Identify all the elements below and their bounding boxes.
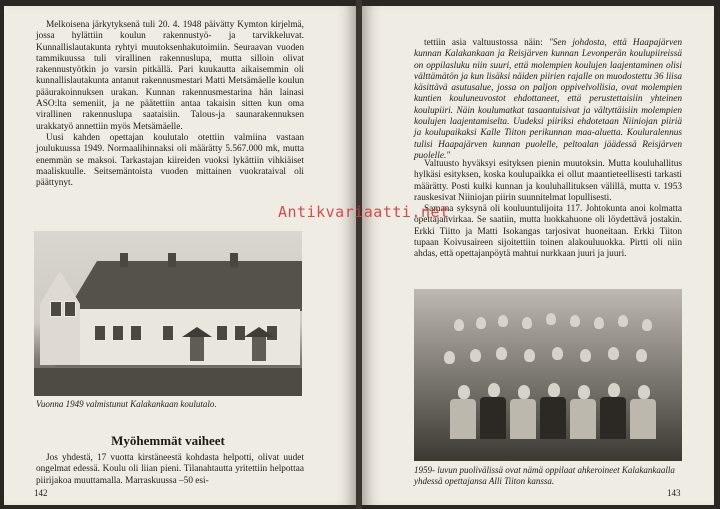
face: [522, 317, 532, 329]
face: [458, 385, 470, 399]
right-page: [362, 6, 714, 505]
face: [608, 347, 619, 360]
face: [476, 317, 486, 329]
chimney: [168, 253, 176, 267]
page-number-right: 143: [667, 488, 681, 498]
window: [216, 325, 228, 341]
left-page: [4, 6, 356, 505]
right-paragraph-top: [414, 38, 682, 162]
child-clothing: [480, 397, 506, 439]
right-lower-text: [414, 159, 682, 261]
class-photo: [414, 289, 682, 461]
face: [638, 385, 650, 399]
watermark-text: Antikvariaatti.net: [278, 203, 450, 221]
right-paragraph-2: Valtuusto hyväksyi esityksen pienin muutoksin. Mutta kouluhallitus hylkäsi esityksen, koska koulupaikka ei ollut maantieteellisesti tarkasti määrätty. Posti kulki kunnan ja kouluhallituksen välillä, mutta v. 1953 rauskesivat Niiniojan piirin suunnitelmat lopullisesti.: [414, 159, 682, 203]
school-house-photo: [34, 231, 302, 396]
child-clothing: [630, 399, 656, 439]
left-bottom-paragraph: Jos yhdestä, 17 vuotta kirstäneestä kohdasta helpotti, olivat uudet ongelmat edessä. Koulu oli liian pieni. Tilanahtautta yritettiin helpottaa piirijakoa muuttamalla. Marraskuussa –50 esi-: [36, 453, 304, 486]
house-gable: [40, 271, 80, 365]
door: [252, 337, 266, 361]
face: [546, 313, 556, 325]
window: [234, 325, 246, 341]
section-heading: Myöhemmät vaiheet: [111, 433, 225, 448]
window: [112, 325, 124, 341]
left-photo-caption: Vuonna 1949 valmistunut Kalakankaan koulutalo.: [36, 399, 217, 409]
face: [618, 315, 628, 327]
face: [496, 347, 507, 360]
page-number-left: 142: [34, 488, 48, 498]
face: [608, 383, 620, 397]
face: [498, 315, 508, 327]
face: [594, 317, 604, 329]
left-paragraph-2: Uusi kahden opettajan koulutalo otettiin valmiina vastaan joulukuussa 1949. Normaalihinnaksi oli määrätty 5.567.000 mk, mutta enemmän se maksoi. Tarkastajan kiireiden vuoksi lykättiin vihkiäiset maaliskuulle. Seitsemäntoista vuoden mittainen vuokrataival oli päättynyt.: [36, 132, 304, 189]
right-photo-caption: 1959- luvun puolivälissä ovat nämä oppilaat ahkeroineet Kalakankaalla yhdessä opettajansa Alli Tiiton kanssa.: [414, 465, 675, 486]
window: [130, 325, 142, 341]
house-roof: [52, 261, 302, 311]
face: [580, 349, 591, 362]
face: [636, 349, 647, 362]
child-clothing: [450, 399, 476, 439]
quoted-proposal: "Sen johdosta, että Haapajärven kunnan Kalakankaan ja Reisjärven kunnan Levonperän koulupiireissä on oppilasluku niin suuri, että molempien koulujen laajentaminen olisi välttämätön ja kun lisäksi näiden piirien rajalle on muodostettu 36 liisa käsittävä asutusalue, jossa on paljon oppivelvollisia, ovat molempien kuntien kouluneuvostot ehdottaneet, että perustettaisiin yhteinen koulupiiri. Näin koulumatkat tasaantuisivat ja vältyttäisiin molempien koulujen laajentamiselta. Uudeksi piiriksi ehdotetaan Niiniojan piiriä ja koulupaikaksi Kalle Tiiton perikunnan maa-aluetta. Kouluralennus tulisi Haapajärven kunnan puolelle, peltoalan jäädessä Reisjärven puolelle.": [414, 38, 682, 161]
door: [190, 337, 204, 361]
face: [454, 319, 464, 331]
face: [524, 349, 535, 362]
face: [518, 385, 530, 399]
child-clothing: [510, 399, 536, 439]
window: [64, 301, 76, 317]
left-body-text: [36, 20, 304, 189]
face: [470, 349, 481, 362]
face: [548, 383, 560, 397]
face: [488, 383, 500, 397]
face: [642, 319, 652, 331]
left-paragraph-1: Melkoisena järkytyksenä tuli 20. 4. 1948 päivätty Kymton kirjelmä, jossa hylättiin koulun rakennustyö- ja tarvikkeluvat. Kunnallislautakunta ryhtyi muutoksenhakutoimiin. Seuraavan vuoden tammikuussa tuli virallinen rakennuslupa, mutta silloin olivat rakennustyötkin jo varsin pitkällä. Pari kuukautta aikaisemmin oli kunnallislautakunta antanut rakennusmestari Matti Metsämäelle koulun pääurakoinnuksen urakan. Kunnan rakennusmestarina hän lainasi ASO:lta semeniit, ja ne päätettiin antaa takaisin sitten kun oma virallinen rakennuslupa saataisiin. Talous-ja saunarakennuksen urakkatyö annettiin myös Metsämäelle.: [36, 20, 304, 132]
right-body-text: [414, 38, 682, 162]
face: [578, 385, 590, 399]
face: [552, 347, 563, 360]
window: [162, 325, 174, 341]
chimney: [120, 253, 128, 267]
face: [444, 351, 455, 364]
right-paragraph-lead: tettiin asia valtuustossa näin:: [424, 38, 549, 48]
child-clothing: [540, 397, 566, 439]
child-clothing: [600, 397, 626, 439]
right-paragraph-3: Samana syksynä oli kouluuntulijoita 117. Johtokunta anoi kolmatta opettajanvirkaa. Se saatiin, mutta luokkahuone oli löydettävä jostakin. Erkki Tiitto ja Matti Isokangas tarjosivat huoneitaan. Erkki Tiiton tupaan Koivusaireen sijoitettiin toinen alakouluuokka. Pirtti oli niin ahdas, että opettajanpöytä mahtui nurkkaan juuri ja juuri.: [414, 204, 682, 260]
face: [570, 315, 580, 327]
ground: [34, 368, 302, 396]
window: [94, 325, 106, 341]
left-bottom-text: [36, 453, 304, 487]
chimney: [230, 253, 238, 267]
child-clothing: [570, 399, 596, 439]
window: [50, 301, 62, 317]
